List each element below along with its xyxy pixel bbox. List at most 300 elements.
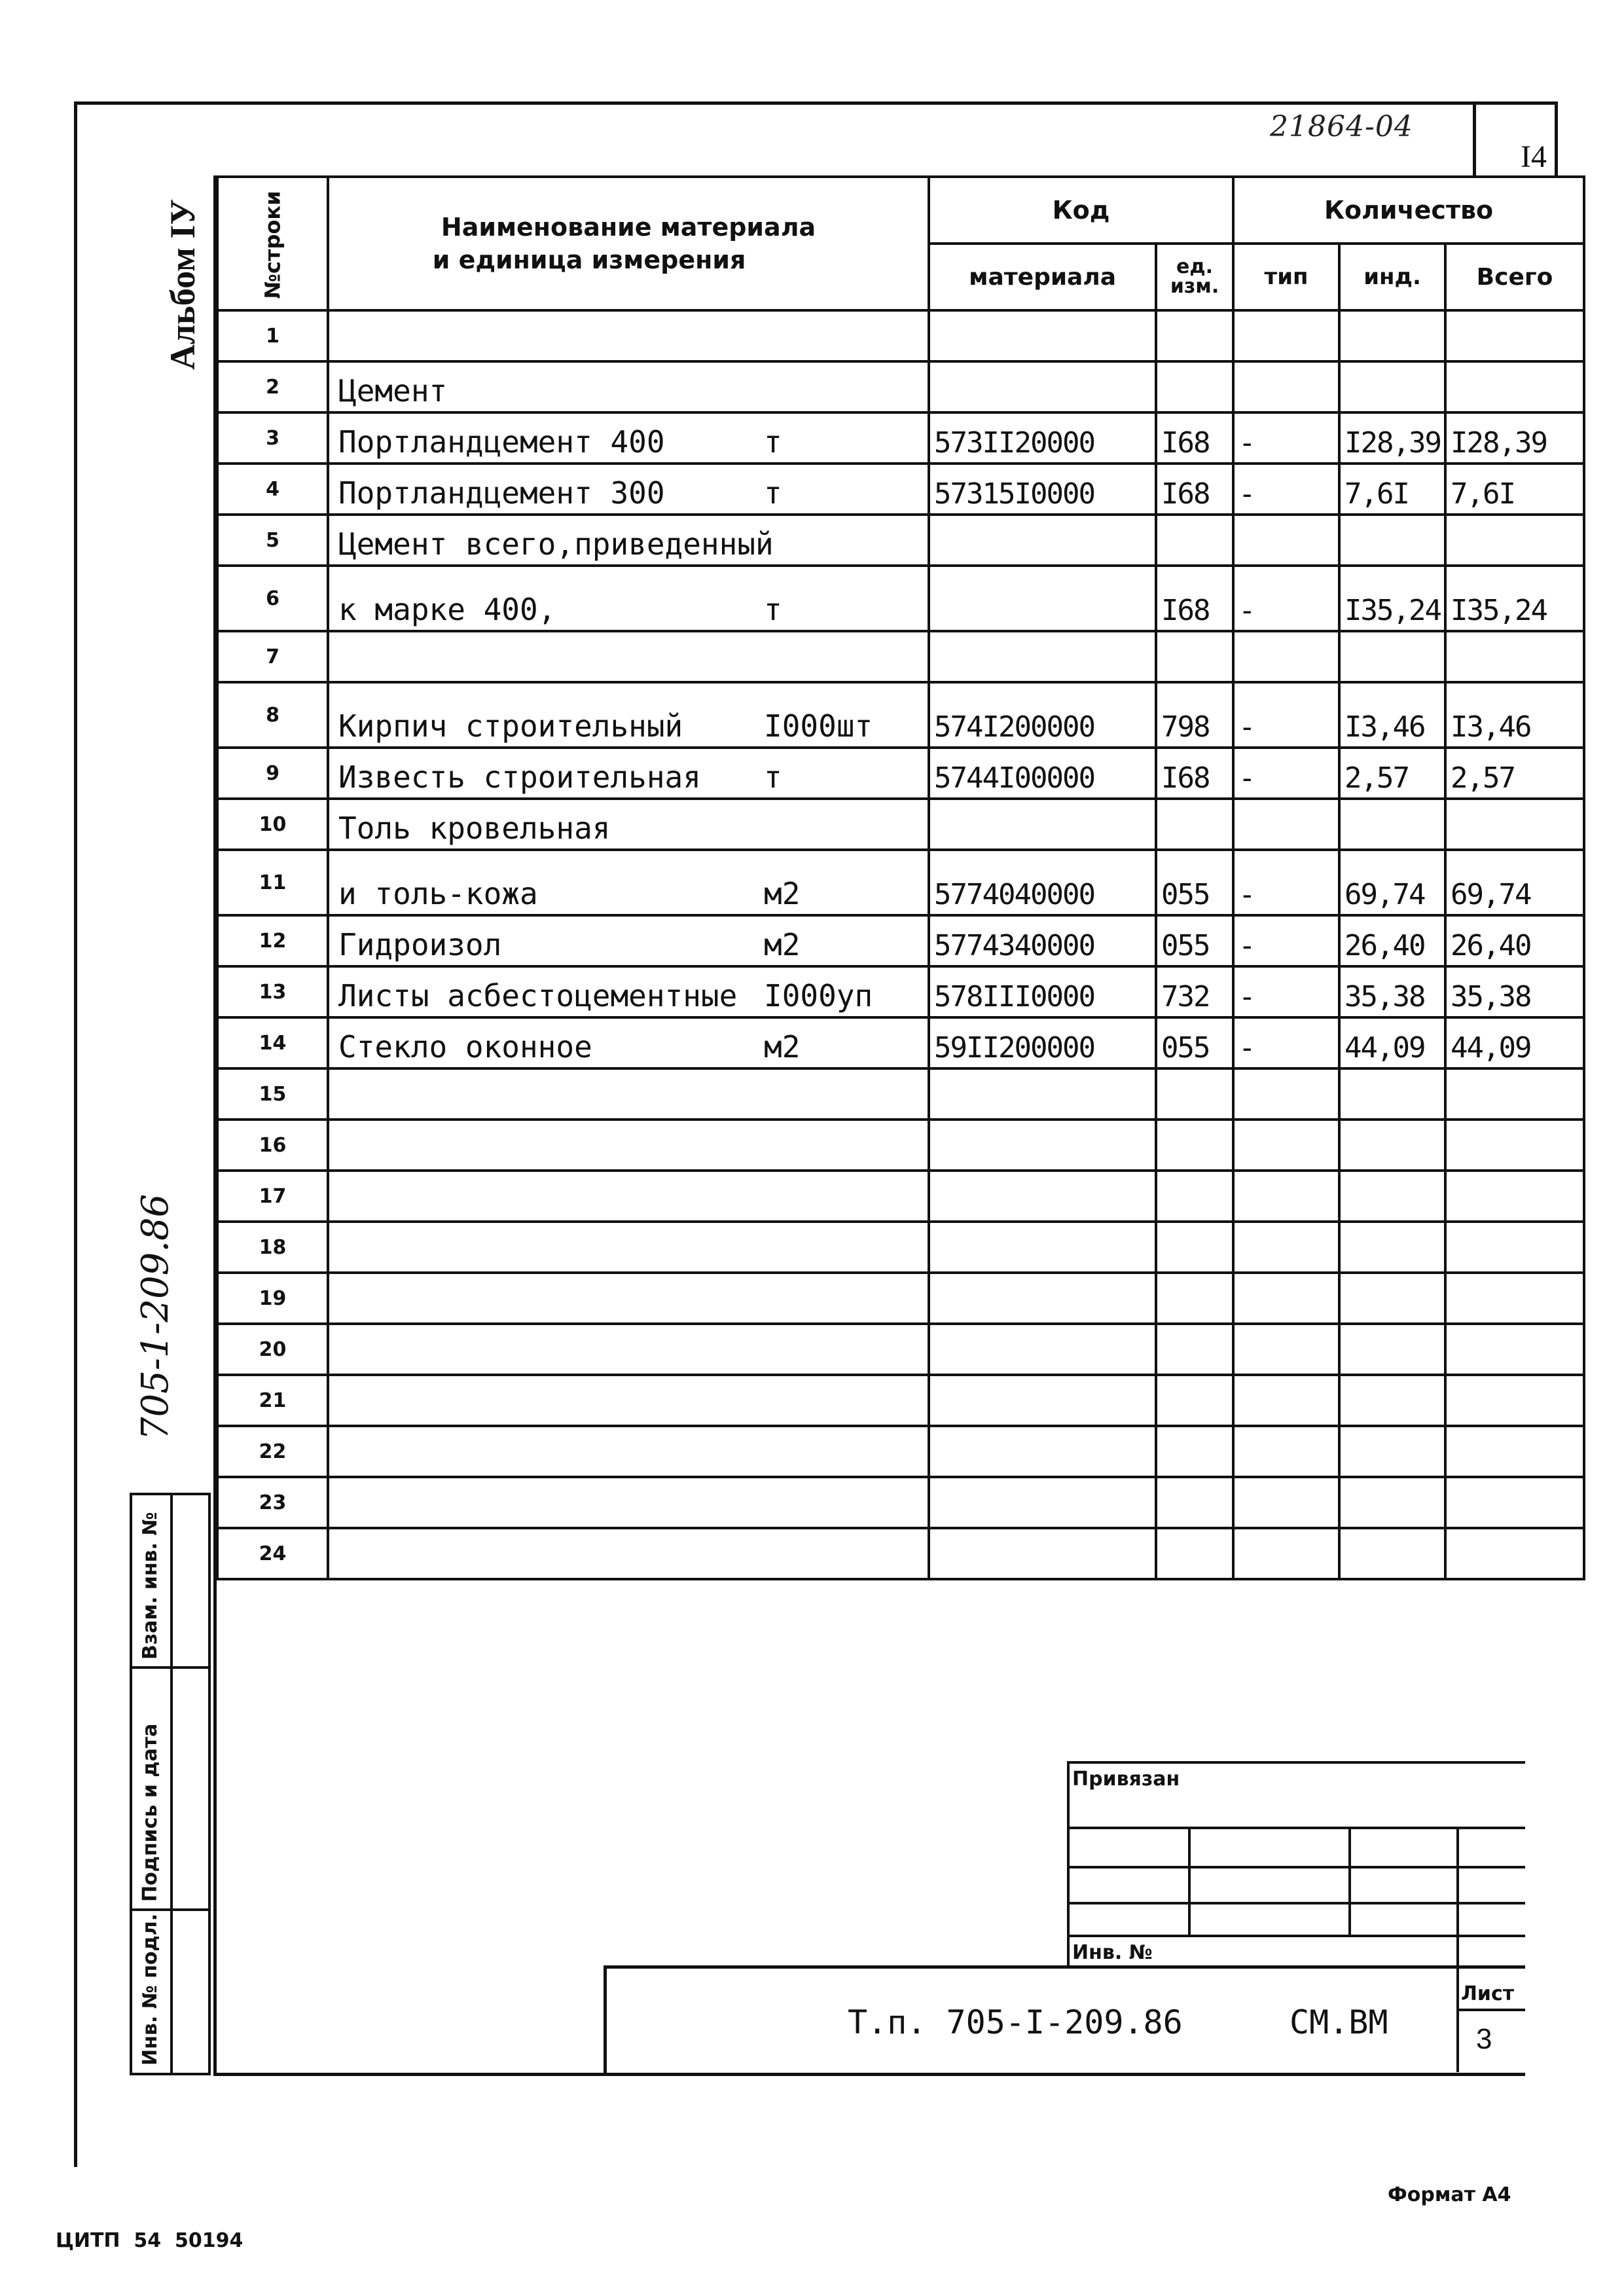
qty-ind: I35,24	[1344, 594, 1441, 627]
margin-inv-podl-label: Инв. № подл.	[139, 1913, 162, 2066]
unit-code-cell	[1156, 966, 1233, 1017]
qty-total-cell	[1445, 1120, 1584, 1171]
unit-code-cell	[1156, 1324, 1233, 1375]
unit-code-cell	[1156, 464, 1233, 515]
qty-total-cell	[1445, 1324, 1584, 1375]
material-code-cell	[929, 412, 1156, 464]
qty-total-cell	[1445, 566, 1584, 631]
name-cell	[328, 1477, 929, 1528]
material-code-cell	[929, 566, 1156, 631]
material-name: Цемент всего,приведенный	[338, 526, 774, 562]
qty-type-cell	[1233, 631, 1339, 682]
material-code-cell	[929, 361, 1156, 412]
row-number-cell	[217, 682, 328, 748]
material-unit: т	[764, 759, 782, 795]
unit-code-cell	[1156, 1273, 1233, 1324]
header-code-unit-l1: ед.	[1176, 255, 1214, 278]
row-number-cell	[217, 1171, 328, 1222]
header-name	[328, 177, 929, 310]
unit-code-cell	[1156, 682, 1233, 748]
material-code: 59II200000	[934, 1031, 1094, 1065]
qty-ind-cell	[1339, 799, 1445, 850]
unit-code-cell	[1156, 1222, 1233, 1273]
unit-code-cell	[1156, 850, 1233, 915]
project-side-number: 705-1-209.86	[134, 1194, 177, 1440]
privyazan-col-rule	[1456, 1827, 1459, 2072]
material-code: 5744I00000	[934, 761, 1094, 795]
row-number: 19	[259, 1286, 287, 1310]
qty-type-cell	[1233, 566, 1339, 631]
qty-ind-cell	[1339, 748, 1445, 799]
qty-ind-cell	[1339, 1477, 1445, 1528]
row-number-cell	[217, 1222, 328, 1273]
table-row	[217, 748, 1584, 799]
qty-total: 2,57	[1451, 761, 1515, 795]
qty-total-cell	[1445, 748, 1584, 799]
qty-ind: 2,57	[1344, 761, 1409, 795]
unit-code-cell	[1156, 1017, 1233, 1068]
row-number-cell	[217, 1477, 328, 1528]
qty-type-cell	[1233, 1273, 1339, 1324]
row-number: 18	[259, 1235, 287, 1259]
row-number-cell	[217, 1120, 328, 1171]
row-number-cell	[217, 1426, 328, 1477]
material-name: Листы асбестоцементные	[338, 978, 738, 1013]
row-number: 21	[259, 1389, 287, 1412]
qty-type: -	[1238, 980, 1255, 1013]
qty-total: 26,40	[1451, 929, 1531, 962]
material-code-cell	[929, 1477, 1156, 1528]
document-number: 21864-04	[1270, 110, 1413, 143]
qty-total-cell	[1445, 1528, 1584, 1579]
designation-code: СМ.ВМ	[1290, 2003, 1388, 2041]
table-row	[217, 412, 1584, 464]
table-row	[217, 1426, 1584, 1477]
qty-type-cell	[1233, 1477, 1339, 1528]
material-code-cell	[929, 1324, 1156, 1375]
material-unit: м2	[764, 1029, 801, 1065]
bottom-rule	[213, 2073, 1525, 2076]
qty-type: -	[1238, 761, 1255, 795]
material-name: и толь-кожа	[338, 876, 538, 911]
qty-ind-cell	[1339, 1528, 1445, 1579]
qty-total-cell	[1445, 361, 1584, 412]
unit-code: I68	[1161, 477, 1210, 511]
name-cell	[328, 850, 929, 915]
qty-type-cell	[1233, 1068, 1339, 1120]
unit-code-cell	[1156, 799, 1233, 850]
material-name: Известь строительная	[338, 759, 701, 795]
material-code-cell	[929, 682, 1156, 748]
unit-code-cell	[1156, 1375, 1233, 1426]
table-row	[217, 1068, 1584, 1120]
row-number-cell	[217, 799, 328, 850]
material-code: 573II20000	[934, 426, 1094, 460]
header-code-unit	[1156, 244, 1233, 310]
row-number-cell	[217, 631, 328, 682]
qty-total-cell	[1445, 915, 1584, 966]
name-cell	[328, 915, 929, 966]
material-name: Стекло оконное	[338, 1029, 592, 1065]
material-code-cell	[929, 748, 1156, 799]
qty-ind: 7,6I	[1344, 477, 1409, 511]
material-code: 574I200000	[934, 710, 1094, 744]
name-cell	[328, 412, 929, 464]
qty-total-cell	[1445, 1426, 1584, 1477]
material-name: Толь кровельная	[338, 811, 611, 846]
privyazan-col-rule	[1348, 1827, 1351, 1935]
name-cell	[328, 1222, 929, 1273]
material-unit: м2	[764, 876, 801, 911]
qty-ind-cell	[1339, 1068, 1445, 1120]
material-code-cell	[929, 464, 1156, 515]
unit-code: 055	[1161, 878, 1210, 911]
row-number-cell	[217, 1324, 328, 1375]
material-code: 57315I0000	[934, 477, 1094, 511]
unit-code-cell	[1156, 361, 1233, 412]
qty-type: -	[1238, 477, 1255, 511]
table-row	[217, 361, 1584, 412]
material-name: к марке 400,	[338, 592, 556, 627]
table-row	[217, 1375, 1584, 1426]
unit-code-cell	[1156, 631, 1233, 682]
qty-ind-cell	[1339, 1171, 1445, 1222]
row-number: 5	[266, 528, 280, 552]
material-code-cell	[929, 1528, 1156, 1579]
unit-code: 055	[1161, 1031, 1210, 1065]
material-code-cell	[929, 915, 1156, 966]
row-number-cell	[217, 1528, 328, 1579]
row-number: 24	[259, 1542, 287, 1565]
header-row-number-text: №строки	[260, 191, 285, 299]
qty-type-cell	[1233, 1222, 1339, 1273]
printer-label: ЦИТП 54 50194	[56, 2229, 244, 2252]
row-number-cell	[217, 850, 328, 915]
table-row	[217, 566, 1584, 631]
qty-total: I35,24	[1451, 594, 1547, 627]
qty-type: -	[1238, 594, 1255, 627]
table-row	[217, 799, 1584, 850]
qty-total: I3,46	[1451, 710, 1531, 744]
qty-total: I28,39	[1451, 426, 1547, 460]
materials-table	[216, 175, 1585, 1580]
name-cell	[328, 1068, 929, 1120]
qty-ind: 26,40	[1344, 929, 1425, 962]
qty-ind: 35,38	[1344, 980, 1425, 1013]
header-code-material: материала	[929, 244, 1156, 310]
album-label: Альбом IУ	[163, 198, 202, 370]
table-row	[217, 682, 1584, 748]
name-cell	[328, 682, 929, 748]
material-code-cell	[929, 1171, 1156, 1222]
qty-type-cell	[1233, 966, 1339, 1017]
unit-code-cell	[1156, 566, 1233, 631]
row-number: 16	[259, 1133, 287, 1157]
qty-ind-cell	[1339, 1222, 1445, 1273]
unit-code-cell	[1156, 1068, 1233, 1120]
material-code: 5774340000	[934, 929, 1094, 962]
title-block-left-rule	[604, 1965, 607, 2073]
name-cell	[328, 631, 929, 682]
unit-code-cell	[1156, 515, 1233, 566]
table-row	[217, 310, 1584, 361]
row-number-cell	[217, 1017, 328, 1068]
name-cell	[328, 1375, 929, 1426]
name-cell	[328, 1426, 929, 1477]
material-code-cell	[929, 1068, 1156, 1120]
row-number: 7	[266, 645, 280, 668]
unit-code-cell	[1156, 1426, 1233, 1477]
unit-code: I68	[1161, 426, 1210, 460]
table-row	[217, 515, 1584, 566]
material-unit: I000уп	[764, 978, 873, 1013]
table-row	[217, 850, 1584, 915]
qty-type-cell	[1233, 361, 1339, 412]
inv-no-label: Инв. №	[1072, 1941, 1153, 1964]
unit-code: 732	[1161, 980, 1210, 1013]
table-row	[217, 1171, 1584, 1222]
header-name-line1: Наименование материала	[441, 213, 816, 242]
list-label-rule	[1456, 2009, 1525, 2011]
qty-ind-cell	[1339, 361, 1445, 412]
header-quantity: Количество	[1233, 177, 1584, 244]
material-code-cell	[929, 966, 1156, 1017]
qty-type-cell	[1233, 1120, 1339, 1171]
name-cell	[328, 1273, 929, 1324]
qty-ind-cell	[1339, 1273, 1445, 1324]
row-number-cell	[217, 310, 328, 361]
name-cell	[328, 1528, 929, 1579]
qty-total-cell	[1445, 966, 1584, 1017]
qty-total-cell	[1445, 1222, 1584, 1273]
qty-total-cell	[1445, 1273, 1584, 1324]
qty-type: -	[1238, 710, 1255, 744]
privyazan-label: Привязан	[1072, 1768, 1180, 1791]
qty-total: 35,38	[1451, 980, 1531, 1013]
row-number: 23	[259, 1491, 287, 1514]
unit-code-cell	[1156, 310, 1233, 361]
qty-type-cell	[1233, 412, 1339, 464]
header-code: Код	[929, 177, 1233, 244]
unit-code: 055	[1161, 929, 1210, 962]
row-number: 9	[266, 761, 280, 785]
name-cell	[328, 1171, 929, 1222]
header-qty-ind: инд.	[1339, 244, 1445, 310]
row-number: 1	[266, 324, 280, 348]
qty-ind-cell	[1339, 515, 1445, 566]
row-number-cell	[217, 915, 328, 966]
row-number-cell	[217, 748, 328, 799]
qty-ind-cell	[1339, 1017, 1445, 1068]
privyazan-col-rule	[1188, 1827, 1191, 1935]
qty-total-cell	[1445, 850, 1584, 915]
qty-ind-cell	[1339, 412, 1445, 464]
row-number: 20	[259, 1338, 287, 1361]
row-number: 8	[266, 703, 280, 727]
name-cell	[328, 464, 929, 515]
unit-code: 798	[1161, 710, 1210, 744]
unit-code: I68	[1161, 594, 1210, 627]
qty-type-cell	[1233, 1324, 1339, 1375]
material-code-cell	[929, 310, 1156, 361]
qty-type-cell	[1233, 850, 1339, 915]
table-row	[217, 464, 1584, 515]
qty-total-cell	[1445, 1068, 1584, 1120]
qty-total-cell	[1445, 1477, 1584, 1528]
row-number: 3	[266, 426, 280, 450]
row-number: 17	[259, 1184, 287, 1208]
qty-ind-cell	[1339, 1426, 1445, 1477]
qty-type-cell	[1233, 1375, 1339, 1426]
row-number: 11	[259, 871, 287, 894]
name-cell	[328, 748, 929, 799]
list-number: 3	[1476, 2023, 1492, 2055]
material-code-cell	[929, 631, 1156, 682]
material-name: Цемент	[338, 373, 448, 409]
qty-ind: I3,46	[1344, 710, 1425, 744]
qty-type: -	[1238, 1031, 1255, 1065]
row-number-cell	[217, 464, 328, 515]
qty-ind-cell	[1339, 464, 1445, 515]
margin-vzam-label: Взам. инв. №	[139, 1512, 162, 1660]
material-code-cell	[929, 1222, 1156, 1273]
qty-type: -	[1238, 929, 1255, 962]
row-number: 14	[259, 1031, 287, 1055]
sheet-corner-number: I4	[1521, 139, 1547, 174]
name-cell	[328, 1120, 929, 1171]
qty-type-cell	[1233, 310, 1339, 361]
material-code: 5774040000	[934, 878, 1094, 911]
qty-type-cell	[1233, 1426, 1339, 1477]
qty-total-cell	[1445, 631, 1584, 682]
row-number-cell	[217, 515, 328, 566]
qty-ind: 44,09	[1344, 1031, 1425, 1065]
material-code-cell	[929, 1273, 1156, 1324]
row-number-cell	[217, 1068, 328, 1120]
material-code-cell	[929, 850, 1156, 915]
material-code-cell	[929, 515, 1156, 566]
name-cell	[328, 566, 929, 631]
table-row	[217, 631, 1584, 682]
material-code-cell	[929, 1426, 1156, 1477]
qty-type: -	[1238, 878, 1255, 911]
qty-total-cell	[1445, 464, 1584, 515]
qty-type-cell	[1233, 799, 1339, 850]
qty-ind-cell	[1339, 566, 1445, 631]
margin-inner-divider	[170, 1493, 173, 2075]
qty-type-cell	[1233, 1017, 1339, 1068]
material-code: 578III0000	[934, 980, 1094, 1013]
qty-type-cell	[1233, 464, 1339, 515]
qty-type-cell	[1233, 682, 1339, 748]
material-name: Кирпич строительный	[338, 708, 683, 744]
material-name: Портландцемент 300	[338, 475, 665, 511]
unit-code: I68	[1161, 761, 1210, 795]
qty-total-cell	[1445, 1171, 1584, 1222]
table-row	[217, 1477, 1584, 1528]
qty-ind: 69,74	[1344, 878, 1425, 911]
name-cell	[328, 310, 929, 361]
qty-ind-cell	[1339, 310, 1445, 361]
qty-ind-cell	[1339, 966, 1445, 1017]
qty-type-cell	[1233, 1528, 1339, 1579]
qty-ind-cell	[1339, 1120, 1445, 1171]
row-number-cell	[217, 566, 328, 631]
row-number-cell	[217, 1273, 328, 1324]
unit-code-cell	[1156, 1528, 1233, 1579]
header-code-unit-l2: изм.	[1170, 275, 1219, 298]
qty-type-cell	[1233, 1171, 1339, 1222]
row-number-cell	[217, 1375, 328, 1426]
qty-ind-cell	[1339, 1324, 1445, 1375]
material-unit: т	[764, 424, 782, 460]
material-unit: I000шт	[764, 708, 873, 744]
material-name: Гидроизол	[338, 927, 502, 962]
header-row-number	[217, 177, 328, 310]
row-number: 4	[266, 477, 280, 501]
unit-code-cell	[1156, 1477, 1233, 1528]
list-label: Лист	[1461, 1982, 1515, 2005]
material-name: Портландцемент 400	[338, 424, 665, 460]
name-cell	[328, 1017, 929, 1068]
material-unit: м2	[764, 927, 801, 962]
qty-total: 44,09	[1451, 1031, 1531, 1065]
material-unit: т	[764, 475, 782, 511]
header-name-line2: и единица измерения	[432, 246, 746, 274]
row-number: 22	[259, 1440, 287, 1463]
header-qty-total: Всего	[1445, 244, 1584, 310]
name-cell	[328, 966, 929, 1017]
row-number-cell	[217, 361, 328, 412]
name-cell	[328, 799, 929, 850]
qty-ind-cell	[1339, 915, 1445, 966]
row-number-cell	[217, 966, 328, 1017]
table-row	[217, 1222, 1584, 1273]
qty-total-cell	[1445, 310, 1584, 361]
qty-type-cell	[1233, 748, 1339, 799]
material-code-cell	[929, 1017, 1156, 1068]
table-row	[217, 966, 1584, 1017]
row-number: 15	[259, 1082, 287, 1106]
material-code-cell	[929, 799, 1156, 850]
table-row	[217, 1273, 1584, 1324]
row-number: 2	[266, 375, 280, 399]
qty-type-cell	[1233, 915, 1339, 966]
qty-type-cell	[1233, 515, 1339, 566]
qty-total-cell	[1445, 515, 1584, 566]
unit-code-cell	[1156, 412, 1233, 464]
name-cell	[328, 361, 929, 412]
qty-ind: I28,39	[1344, 426, 1441, 460]
qty-ind-cell	[1339, 682, 1445, 748]
sheet-corner-box	[1473, 101, 1558, 177]
qty-total-cell	[1445, 799, 1584, 850]
material-unit: т	[764, 592, 782, 627]
unit-code-cell	[1156, 748, 1233, 799]
table-row	[217, 1324, 1584, 1375]
designation: Т.п. 705-I-209.86	[848, 2003, 1183, 2041]
row-number: 6	[266, 587, 280, 610]
qty-total: 7,6I	[1451, 477, 1515, 511]
table-row	[217, 1017, 1584, 1068]
margin-podpis-label: Подпись и дата	[139, 1723, 162, 1902]
row-number: 10	[259, 812, 287, 836]
qty-ind-cell	[1339, 631, 1445, 682]
qty-type: -	[1238, 426, 1255, 460]
qty-total-cell	[1445, 1017, 1584, 1068]
unit-code-cell	[1156, 1120, 1233, 1171]
header-qty-type: тип	[1233, 244, 1339, 310]
